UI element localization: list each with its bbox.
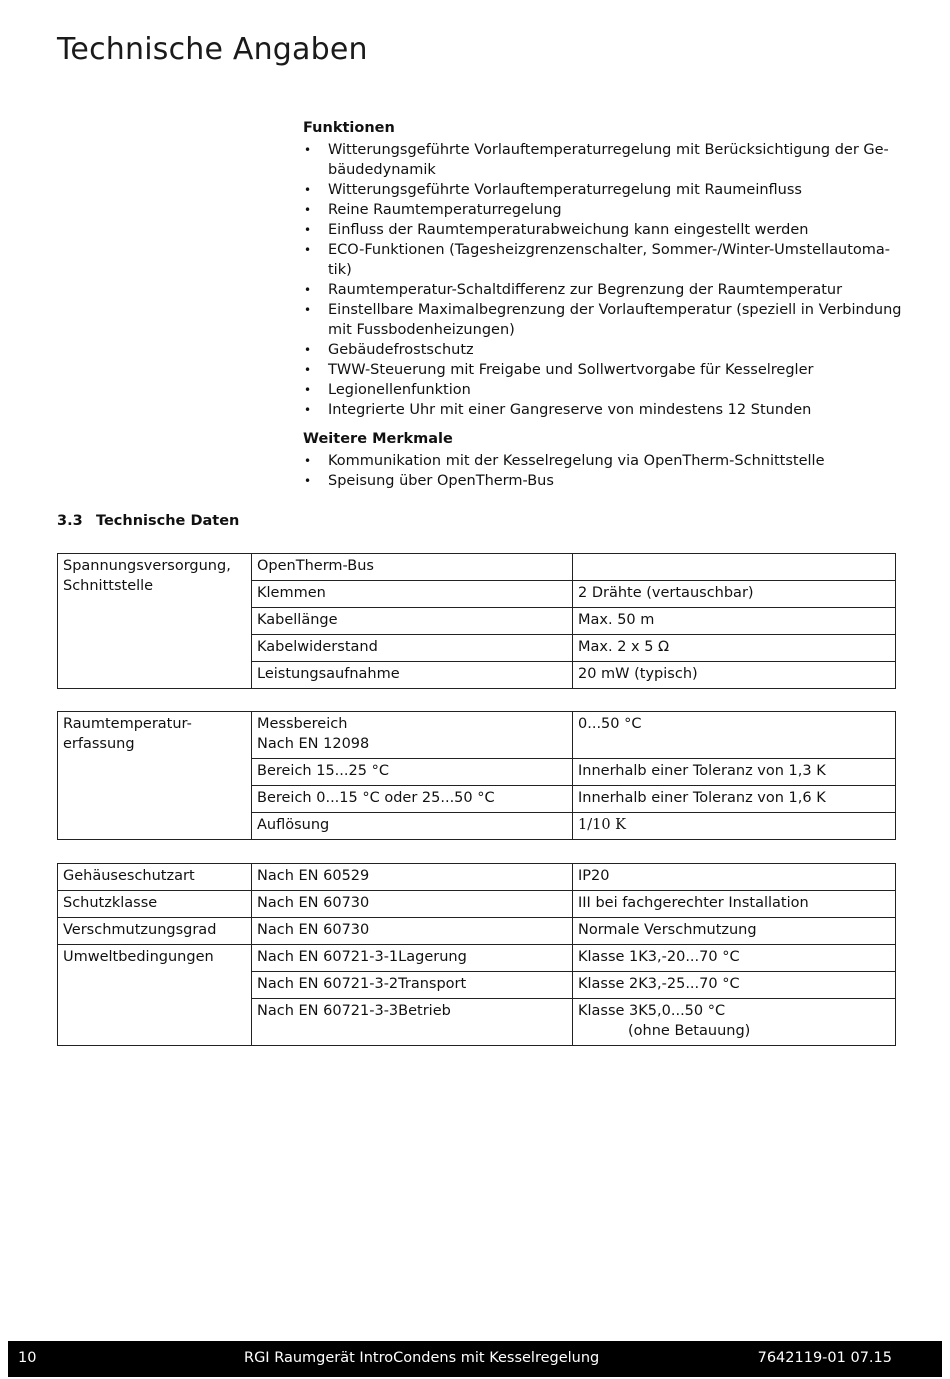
table-cell: Max. 2 x 5 Ω <box>573 635 896 662</box>
funktionen-section <box>303 120 903 420</box>
table-cell: Nach EN 60721-3-3Betrieb <box>252 999 573 1046</box>
table-room-temperature <box>57 711 896 840</box>
table-cell: Leistungsaufnahme <box>252 662 573 689</box>
page-footer <box>8 1341 942 1377</box>
table-row <box>58 891 896 918</box>
list-item: • Raumtemperatur-Schaltdifferenz zur Begrenzung der Raumtemperatur <box>303 280 903 300</box>
table-row <box>58 554 896 581</box>
table-cell: Bereich 15...25 °C <box>252 759 573 786</box>
list-item: • Einstellbare Maximalbegrenzung der Vorlauftemperatur (speziell in Verbindung mit Fussbodenheizungen) <box>303 300 903 340</box>
table-cell: III bei fachgerechter Installation <box>573 891 896 918</box>
table-cell-line: Klasse 3K5,0...50 °C <box>578 1003 726 1019</box>
table-cell: Innerhalb einer Toleranz von 1,3 K <box>573 759 896 786</box>
funktionen-heading: Funktionen <box>303 120 395 136</box>
funktionen-list <box>303 140 903 420</box>
table-label-cell: Verschmutzungsgrad <box>58 918 252 945</box>
table-cell: IP20 <box>573 864 896 891</box>
table-cell: Max. 50 m <box>573 608 896 635</box>
table-label-cell: Gehäuseschutzart <box>58 864 252 891</box>
table-power-supply <box>57 553 896 689</box>
table-cell: Innerhalb einer Toleranz von 1,6 K <box>573 786 896 813</box>
page-title: Technische Angaben <box>57 32 368 67</box>
table-label-cell: Schutzklasse <box>58 891 252 918</box>
table-cell: Kabellänge <box>252 608 573 635</box>
table-cell: 20 mW (typisch) <box>573 662 896 689</box>
table-label-cell: Spannungsversorgung, Schnittstelle <box>58 554 252 689</box>
table-cell: Nach EN 60730 <box>252 918 573 945</box>
table-label-cell: Umweltbedingungen <box>58 945 252 1046</box>
list-item: • Speisung über OpenTherm-Bus <box>303 471 903 491</box>
table-cell: Normale Verschmutzung <box>573 918 896 945</box>
table-cell <box>573 554 896 581</box>
table-cell: Klasse 2K3,-25...70 °C <box>573 972 896 999</box>
section-heading <box>57 513 239 529</box>
table-cell: 1/10 K <box>573 813 896 840</box>
merkmale-heading: Weitere Merkmale <box>303 431 453 447</box>
list-item: • Einfluss der Raumtemperaturabweichung kann eingestellt werden <box>303 220 903 240</box>
table-cell: Bereich 0...15 °C oder 25...50 °C <box>252 786 573 813</box>
merkmale-list <box>303 451 903 491</box>
table-cell: OpenTherm-Bus <box>252 554 573 581</box>
table-cell: Messbereich Nach EN 12098 <box>252 712 573 759</box>
list-item: • Witterungsgeführte Vorlauftemperaturregelung mit Berücksichtigung der Ge- bäudedynamik <box>303 140 903 180</box>
table-label-cell: Raumtemperatur- erfassung <box>58 712 252 840</box>
table-row <box>58 918 896 945</box>
table-cell: Auflösung <box>252 813 573 840</box>
table-row <box>58 712 896 759</box>
table-cell: Klasse 1K3,-20...70 °C <box>573 945 896 972</box>
list-item: • Integrierte Uhr mit einer Gangreserve von mindestens 12 Stunden <box>303 400 903 420</box>
table-cell: Klemmen <box>252 581 573 608</box>
section-number: 3.3 <box>57 513 83 529</box>
page-number: 10 <box>18 1350 37 1366</box>
list-item: • Witterungsgeführte Vorlauftemperaturregelung mit Raumeinfluss <box>303 180 903 200</box>
merkmale-section <box>303 431 903 491</box>
table-cell-note: (ohne Betauung) <box>628 1023 751 1039</box>
list-item: • ECO-Funktionen (Tagesheizgrenzenschalter, Sommer-/Winter-Umstellautoma- tik) <box>303 240 903 280</box>
table-environment <box>57 863 896 1046</box>
table-row <box>58 864 896 891</box>
table-cell: Nach EN 60730 <box>252 891 573 918</box>
list-item: • TWW-Steuerung mit Freigabe und Sollwertvorgabe für Kesselregler <box>303 360 903 380</box>
footer-title: RGI Raumgerät IntroCondens mit Kesselregelung <box>244 1350 600 1366</box>
table-cell: 0...50 °C <box>573 712 896 759</box>
list-item: • Kommunikation mit der Kesselregelung via OpenTherm-Schnittstelle <box>303 451 903 471</box>
table-cell: 2 Drähte (vertauschbar) <box>573 581 896 608</box>
list-item: • Reine Raumtemperaturregelung <box>303 200 903 220</box>
table-cell: Nach EN 60529 <box>252 864 573 891</box>
list-item: • Legionellenfunktion <box>303 380 903 400</box>
table-cell: Nach EN 60721-3-1Lagerung <box>252 945 573 972</box>
table-cell <box>573 999 896 1046</box>
document-code: 7642119-01 07.15 <box>757 1350 892 1366</box>
table-cell: Kabelwiderstand <box>252 635 573 662</box>
table-row <box>58 945 896 972</box>
section-title: Technische Daten <box>96 513 240 529</box>
list-item: • Gebäudefrostschutz <box>303 340 903 360</box>
table-cell: Nach EN 60721-3-2Transport <box>252 972 573 999</box>
